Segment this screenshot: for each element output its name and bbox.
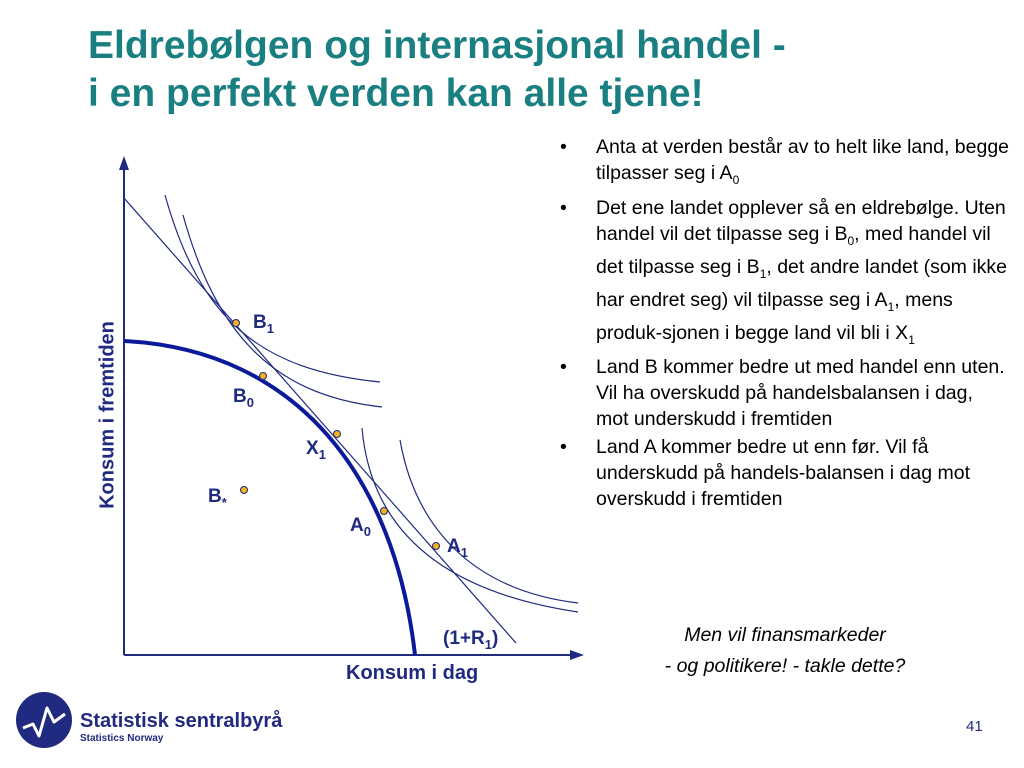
bullet-item: [560, 434, 1010, 512]
title-line-1: Eldrebølgen og internasjonal handel -: [88, 24, 786, 67]
label-x1: $X_1$: [306, 438, 326, 462]
logo-subtitle: Statistics Norway: [80, 733, 164, 744]
bullet-item: [560, 134, 1010, 193]
logo-name: Statistisk sentralbyrå: [80, 710, 283, 732]
bullet-list: [560, 134, 1010, 514]
point-a0: [381, 508, 388, 515]
indifference-curve-a1: [400, 440, 578, 603]
bullet-marker: •: [560, 436, 567, 459]
point-b0: [260, 373, 267, 380]
closing-line-2: - og politikere! - takle dette?: [664, 655, 906, 677]
bullet-text: Anta at verden består av to helt like land, begge tilpasser seg i A: [596, 136, 1010, 184]
bullet-text: Land B kommer bedre ut med handel enn uten. Vil ha overskudd på handelsbalansen i dag, mot underskudd i fremtiden: [596, 356, 1005, 431]
bullet-marker: •: [560, 356, 567, 379]
bullet-subscript: 1: [759, 266, 767, 281]
bullet-text: , mens produk-sjonen i begge land vil bli i X: [596, 288, 953, 344]
y-axis-label: Konsum i fremtiden: [96, 321, 119, 509]
interest-rate-label: $(1+R_1)$: [443, 628, 499, 652]
bullet-marker: •: [560, 196, 567, 219]
closing-text: [575, 620, 995, 682]
point-a1: [433, 543, 440, 550]
label-a0: $A_0$: [350, 515, 371, 539]
label-a1: $A_1$: [447, 536, 468, 560]
bullet-subscript: 0: [732, 172, 740, 187]
axes: [119, 156, 584, 660]
indifference-curve-a0: [362, 428, 578, 612]
label-b1: $B_1$: [253, 312, 274, 336]
bullet-marker: •: [560, 136, 567, 158]
bullet-item: [560, 195, 1010, 353]
production-frontier: [124, 341, 415, 655]
bullet-subscript: 1: [887, 299, 895, 314]
bullet-text: , det andre landet (som ikke har endret seg) vil tilpasse seg i A: [596, 255, 1008, 311]
label-bstar: $B_*$: [208, 486, 227, 510]
bullet-subscript: 1: [908, 332, 915, 347]
y-axis-arrow: [119, 156, 129, 170]
bullet-text: Land A kommer bedre ut enn før. Vil få underskudd på handels-balansen i dag mot overskudd i fremtiden: [596, 436, 971, 511]
point-x1: [334, 431, 341, 438]
label-b0: $B_0$: [233, 386, 254, 410]
page-number: 41: [966, 718, 983, 735]
point-b1: [233, 320, 240, 327]
x-axis-label: Konsum i dag: [346, 662, 479, 684]
title-line-2: i en perfekt verden kan alle tjene!: [88, 72, 704, 115]
point-bstar: [241, 487, 248, 494]
closing-line-1: Men vil finansmarkeder: [684, 624, 886, 646]
bullet-text: Det ene landet opplever så en eldrebølge. Uten handel vil det tilpasse seg i B: [596, 196, 1006, 245]
bullet-item: [560, 354, 1010, 432]
bullet-text: , med handel vil det tilpasse seg i B: [596, 222, 991, 278]
bullet-subscript: 0: [847, 233, 855, 248]
budget-line: [124, 198, 516, 643]
